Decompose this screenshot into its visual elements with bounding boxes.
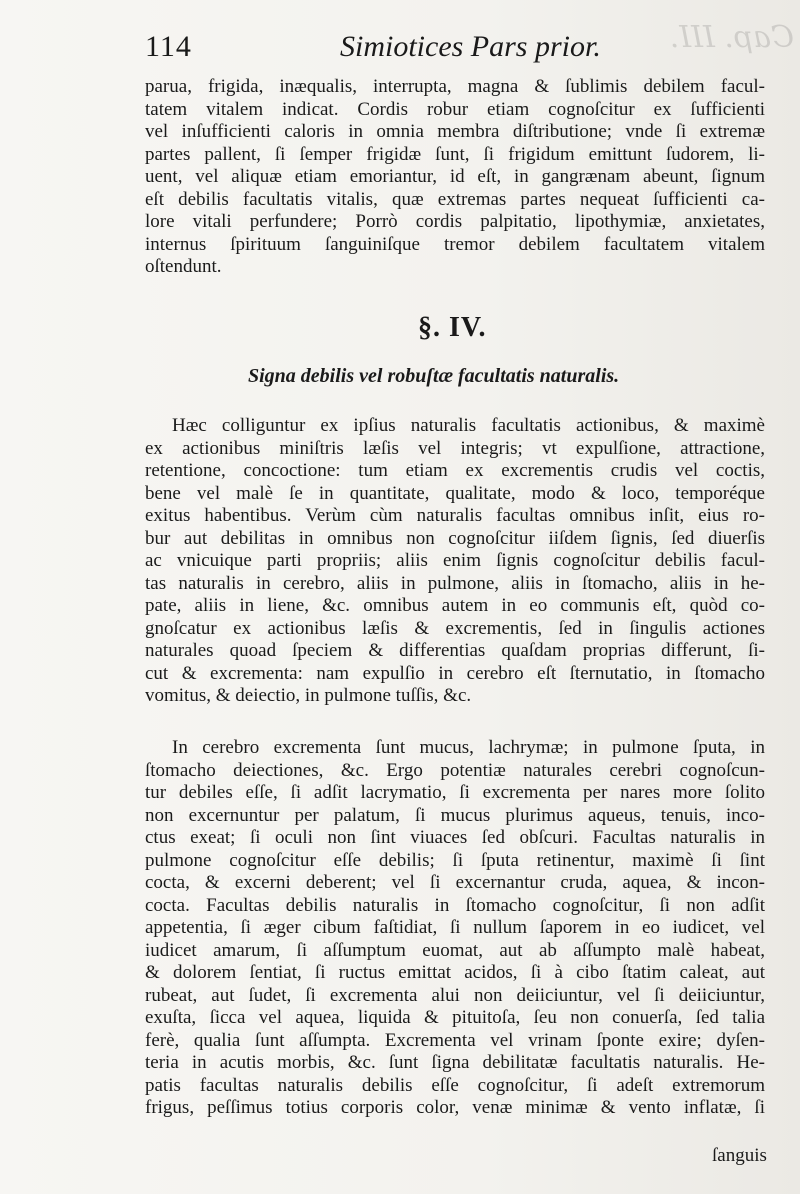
text-line: frigus, peſſimus totius corporis color, venæ minimæ & vento inflatæ, ſi [145,1097,765,1118]
text-line: In cerebro excrementa ſunt mucus, lachrymæ; in pulmone ſputa, in [172,737,765,758]
text-line: rubeat, aut ſudet, ſi excrementa alui non deiiciuntur, vel ſi deiiciuntur, [145,984,765,1006]
paragraph-2 [145,415,765,708]
text-line: vel inſufficienti caloris in omnia membra diſtributione; vnde ſi extremæ [145,121,765,142]
text-line: ac vnicuique parti propriis; aliis enim ſignis cognoſcitur debilis facul- [145,550,765,571]
text-line: oſtendunt. [145,256,222,277]
text-line: retentione, concoctione: tum etiam ex excrementis crudis vel coctis, [145,460,765,481]
text-line: patis facultas naturalis debilis eſſe cognoſcitur, ſi adeſt extremorum [145,1074,765,1096]
text-line: naturales quoad ſpeciem & differentias quaſdam proprias differunt, ſi- [145,640,765,661]
text-line: cocta. Facultas debilis naturalis in ſtomacho cognoſcitur, ſi non adſit [145,894,765,916]
text-line: Hæc colliguntur ex ipſius naturalis facultatis actionibus, & maximè [172,415,765,436]
paragraph-3 [145,737,765,1120]
section-title: Signa debilis vel robuſtæ facultatis naturalis. [248,365,620,387]
catchword: ſanguis [712,1145,767,1166]
text-line: ſtomacho deiectiones, &c. Ergo potentiæ naturales cerebri cognoſcun- [145,759,765,781]
text-line: uent, vel aliquæ etiam emoriantur, id eſt, in gangrænam abeunt, ſignum [145,166,765,187]
text-line: eſt debilis facultatis vitalis, quæ extremas partes nequeat ſufficienti ca- [145,188,765,210]
page-number: 114 [145,30,192,63]
text-line: teria in acutis morbis, &c. ſunt ſigna debilitatæ facultatis naturalis. He- [145,1052,765,1073]
text-line: cocta, & excerni deberent; vel ſi excernantur cruda, aquea, & incon- [145,872,765,893]
paragraph-1 [145,76,765,279]
text-line: lore vitali perfundere; Porrò cordis palpitatio, lipothymiæ, anxietates, [145,211,765,232]
text-line: exitus habentibus. Verùm cùm naturalis facultas omnibus inſit, eius ro- [145,505,765,526]
text-line: gnoſcatur ex actionibus læſis & excrementis, ſed in ſingulis actiones [145,617,765,639]
text-line: & dolorem ſentiat, ſi ructus emittat acidos, ſi à cibo ſtatim caleat, aut [145,962,765,983]
text-line: ctus exeat; ſi oculi non ſint viuaces ſed obſcuri. Facultas naturalis in [145,827,765,848]
text-line: tatem vitalem indicat. Cordis robur etiam cognoſcitur ex ſufficienti [145,98,765,120]
text-line: partes pallent, ſi ſemper frigidæ ſunt, ſi frigidum emittunt ſudorem, li- [145,143,765,165]
text-line: bene vel malè ſe in quantitate, qualitate, modo & loco, temporéque [145,482,765,504]
running-head: Simiotices Pars prior. [340,30,601,63]
text-line: parua, frigida, inæqualis, interrupta, magna & ſublimis debilem facul- [145,76,765,97]
text-line: tas naturalis in cerebro, aliis in pulmone, aliis in ſtomacho, aliis in he- [145,572,765,594]
show-through-bleed: Cap. III. [669,20,794,55]
text-line: vomitus, & deiectio, in pulmone tuſſis, &c. [145,685,472,706]
page-header [145,30,685,72]
text-line: iudicet amarum, ſi aſſumptum euomat, aut ab aſſumpto malè habeat, [145,939,765,961]
text-line: tur debiles eſſe, ſi adſit lacrymatio, ſi excrementa per nares more ſolito [145,782,765,803]
text-line: internus ſpirituum ſanguiniſque tremor debilem facultatem vitalem [145,233,765,255]
text-line: appetentia, ſi æger cibum faſtidiat, ſi nullum ſaporem in eo iudicet, vel [145,917,765,938]
text-line: exuſta, ſicca vel aquea, liquida & pituitoſa, ſeu non conuerſa, ſed talia [145,1007,765,1028]
text-line: cut & excrementa: nam expulſio in cerebro eſt ſternutatio, in ſtomacho [145,662,765,684]
text-line: ferè, qualia ſunt aſſumpta. Excrementa vel vrinam ſponte exire; dyſen- [145,1029,765,1051]
text-line: bur aut debilitas in omnibus non cognoſcitur iiſdem ſignis, ſed diuerſis [145,527,765,549]
text-line: ex actionibus miniſtris læſis vel integris; vt expulſione, attractione, [145,437,765,459]
text-line: pate, aliis in liene, &c. omnibus autem in eo communis eſt, quòd co- [145,595,765,616]
text-line: non excernuntur per palatum, ſi mucus plurimus aqueus, tenuis, inco- [145,804,765,826]
text-line: pulmone cognoſcitur eſſe debilis; ſi ſputa retinentur, maximè ſi ſint [145,849,765,871]
section-number: §. IV. [418,312,487,343]
